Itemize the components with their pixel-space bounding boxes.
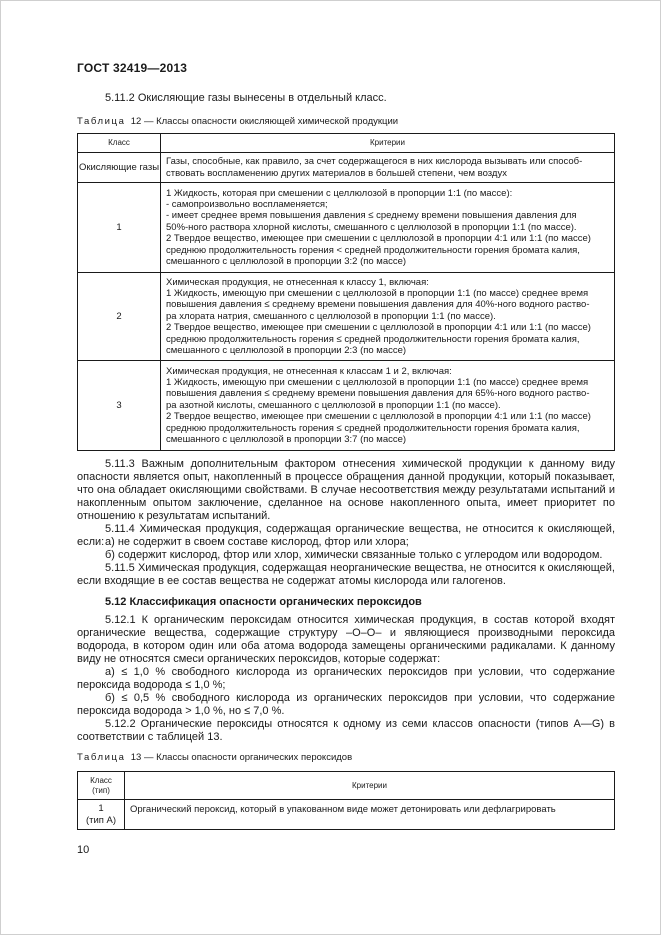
- section-5-11-4: 5.11.4 Химическая продукция, содержащая органические вещества, не относится к окисляющей, если:: [77, 523, 615, 548]
- criteria-line: повышения давления ≤ среднему времени повышения давления для 40%-ного водного раство-: [166, 299, 590, 311]
- table12-header-criteria: Критерии: [161, 134, 615, 153]
- section-5-11-2: 5.11.2 Окисляющие газы вынесены в отдельный класс.: [105, 92, 387, 104]
- table13-criteria-cell: Органический пероксид, который в упакованном виде может детонировать или дефлагрировать: [125, 800, 615, 830]
- criteria-line: смешанного с целлюлозой в пропорции 3:7 (по массе): [166, 434, 407, 446]
- criteria-line: 1 Жидкость, имеющую при смешении с целлюлозой в пропорции 1:1 (по массе) среднее время: [166, 287, 589, 299]
- criteria-line: 50%-ного раствора хлорной кислоты, смешанного с целлюлозой в пропорции 1:1 (по массе).: [166, 221, 577, 233]
- section-5-11-5: 5.11.5 Химическая продукция, содержащая неорганические вещества, не относится к окисляющей, если входящие в ее состав вещества не содержат атомы кислорода или галогенов.: [77, 562, 615, 587]
- table12-row: [78, 183, 615, 273]
- criteria-line: Газы, способные, как правило, за счет содержащегося в них кислорода вызывать или способ-: [166, 156, 583, 168]
- table12-row: [78, 153, 615, 183]
- page-number: 10: [77, 844, 90, 856]
- item-5-12-1-b: б) ≤ 0,5 % свободного кислорода из органических пероксидов при условии, что содержание пероксида водорода > 1,0 %, но ≤ 7,0 %.: [77, 692, 615, 717]
- criteria-line: 2 Твердое вещество, имеющее при смешении с целлюлозой в пропорции 4:1 или 1:1 (по массе): [166, 411, 591, 423]
- table12-class-cell: 1: [78, 183, 161, 273]
- table13-row: [78, 800, 615, 830]
- table12-criteria-cell: [161, 183, 615, 273]
- table13-class-l2: (тип А): [85, 814, 117, 826]
- criteria-line: ра хлората натрия, смешанного с целлюлозой в пропорции 1:1 (по массе).: [166, 310, 496, 322]
- criteria-line: - имеет среднее время повышения давления ≤ среднему времени повышения давления для: [166, 210, 577, 222]
- table12-caption: [77, 116, 398, 127]
- table12-class-cell: 3: [78, 361, 161, 451]
- criteria-line: 1 Жидкость, имеющую при смешении с целлюлозой в пропорции 1:1 (по массе) среднее время: [166, 376, 589, 388]
- section-5-12-1: 5.12.1 К органическим пероксидам относится химическая продукция, в состав которой входят органические вещества, содержащие структуру –O–O– и являющиеся производными пероксида водорода, в котором один или оба атома водорода замещены органическими радикалами. К данному виду не относятся смеси органических пероксидов, которые содержат:: [77, 614, 615, 665]
- table12-caption-text: 12 — Классы опасности окисляющей химической продукции: [130, 116, 399, 127]
- section-heading-5-12: 5.12 Классификация опасности органических пероксидов: [105, 596, 422, 608]
- section-5-12-2: 5.12.2 Органические пероксиды относятся к одному из семи классов опасности (типов А—G) в соответствии с таблицей 13.: [77, 718, 615, 743]
- criteria-line: повышения давления ≤ среднему времени повышения давления для 65%-ного водного раство-: [166, 388, 590, 400]
- criteria-line: среднюю продолжительность горения ≤ средней продолжительности горения бромата калия,: [166, 422, 580, 434]
- table12-class-cell: 2: [78, 273, 161, 361]
- standard-header: ГОСТ 32419—2013: [77, 61, 188, 75]
- table12-header-class: Класс: [78, 134, 161, 153]
- item-5-12-1-a: а) ≤ 1,0 % свободного кислорода из органических пероксидов при условии, что содержание пероксида водорода ≤ 1,0 %;: [77, 666, 615, 691]
- table13-class-l1: 1: [98, 803, 104, 815]
- table-12: [77, 133, 615, 451]
- criteria-line: среднюю продолжительность горения ≤ средней продолжительности горения бромата калия,: [166, 333, 580, 345]
- table12-caption-label: Таблица: [77, 116, 126, 127]
- criteria-line: смешанного с целлюлозой в пропорции 2:3 (по массе): [166, 345, 407, 357]
- table12-criteria-cell: [161, 153, 615, 183]
- table13-caption: [77, 752, 352, 763]
- criteria-line: среднюю продолжительность горения < средней продолжительности горения бромата калия,: [166, 244, 580, 256]
- item-5-11-4-b: б) содержит кислород, фтор или хлор, химически связанные только с углеродом или водородом.: [105, 549, 603, 561]
- criteria-line: - самопроизвольно воспламеняется;: [166, 198, 328, 210]
- table12-class-cell: Окисляющие газы: [78, 153, 161, 183]
- criteria-line: смешанного с целлюлозой в пропорции 3:2 (по массе): [166, 256, 407, 268]
- criteria-line: 2 Твердое вещество, имеющее при смешении с целлюлозой в пропорции 4:1 или 1:1 (по массе): [166, 322, 591, 334]
- table13-caption-text: 13 — Классы опасности органических пероксидов: [130, 752, 353, 763]
- criteria-line: Химическая продукция, не отнесенная к классам 1 и 2, включая:: [166, 365, 452, 377]
- table13-header-class: [78, 772, 125, 800]
- table12-criteria-cell: [161, 273, 615, 361]
- table13-class-cell: [78, 800, 125, 830]
- criteria-line: ствовать воспламенению других материалов в большей степени, чем воздух: [166, 167, 507, 179]
- criteria-line: 1 Жидкость, которая при смешении с целлюлозой в пропорции 1:1 (по массе):: [166, 187, 513, 199]
- table13-caption-label: Таблица: [77, 752, 126, 763]
- table13-header-class-l2: (тип): [92, 785, 110, 795]
- table-13: [77, 771, 615, 830]
- table12-criteria-cell: [161, 361, 615, 451]
- section-5-11-3: 5.11.3 Важным дополнительным фактором отнесения химической продукции к данному виду опасности является опыт, накопленный в процессе обращения данной продукции, который показывает, что она обладает окисляющими свойствами. В случае несоответствия между результатами испытаний и накопленным опытом заключение, сделанное на основе накопленного опыта, имеет приоритет по отношению к результатам испытаний.: [77, 458, 615, 522]
- table12-row: [78, 361, 615, 451]
- criteria-line: 2 Твердое вещество, имеющее при смешении с целлюлозой в пропорции 4:1 или 1:1 (по массе): [166, 233, 591, 245]
- table13-header-criteria: Критерии: [125, 772, 615, 800]
- table12-row: [78, 273, 615, 361]
- criteria-line: ра азотной кислоты, смешанного с целлюлозой в пропорции 1:1 (по массе).: [166, 399, 501, 411]
- table13-header-class-l1: Класс: [90, 775, 112, 785]
- criteria-line: Химическая продукция, не отнесенная к классу 1, включая:: [166, 276, 429, 288]
- item-5-11-4-a: а) не содержит в своем составе кислород, фтор или хлора;: [105, 536, 409, 548]
